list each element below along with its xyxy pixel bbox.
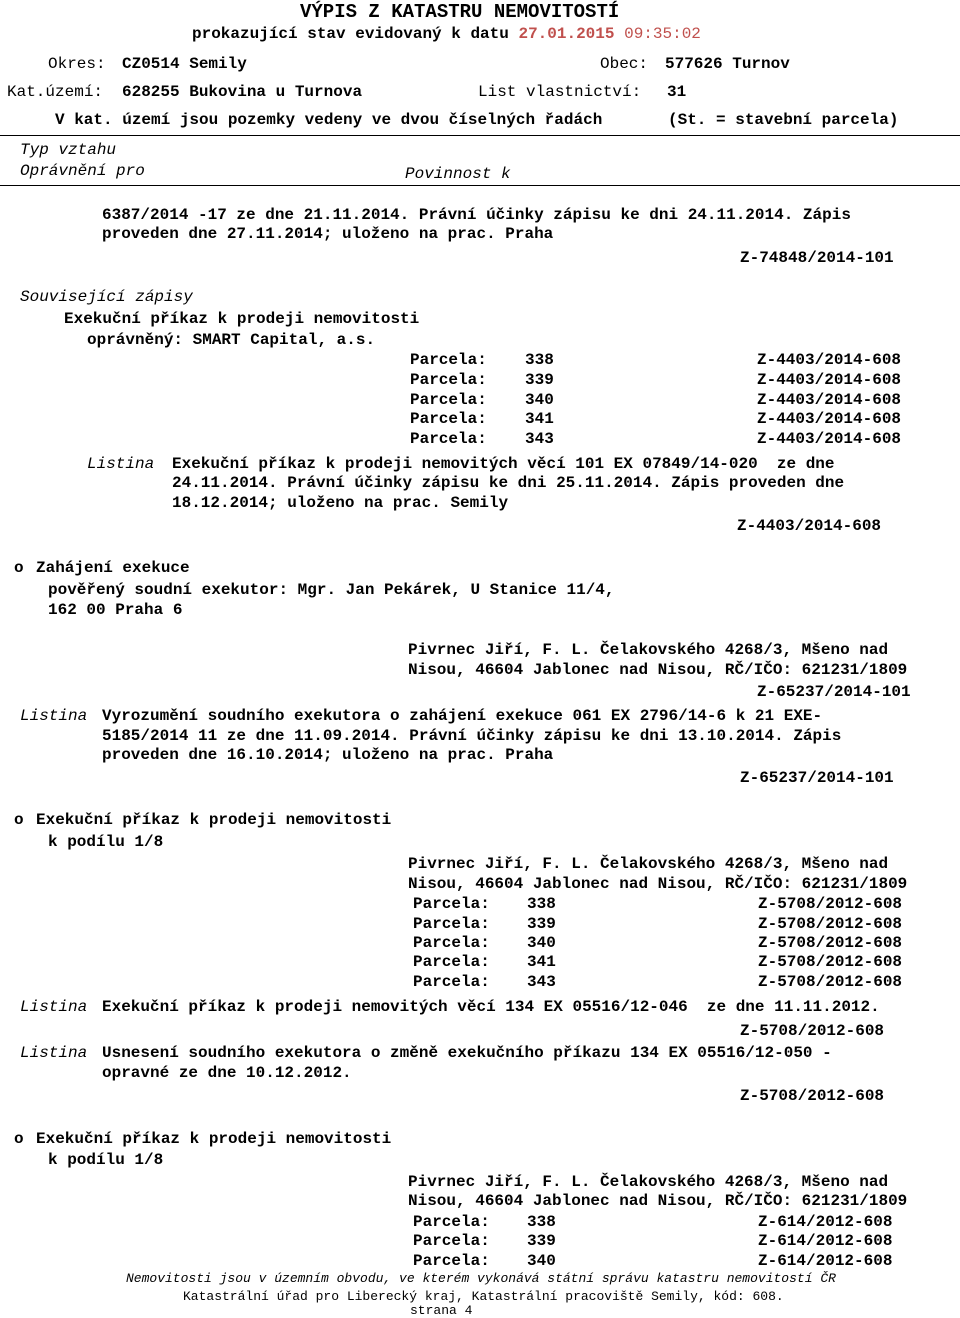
- listina-label: Listina: [20, 998, 88, 1016]
- listina-text: Exekuční příkaz k prodeji nemovitých věcí 134 EX 05516/12-046 ze dne 11.11.2012.: [102, 998, 880, 1016]
- parcel-number: 343: [527, 973, 556, 991]
- column-header-divider: [0, 185, 960, 186]
- stavebni-parcela-note: (St. = stavební parcela): [668, 111, 899, 129]
- record-title: Exekuční příkaz k prodeji nemovitosti: [36, 811, 392, 829]
- parcel-reference: Z-4403/2014-608: [757, 351, 902, 369]
- obligated-party: Nisou, 46604 Jablonec nad Nisou, RČ/IČO: 621231/1809: [408, 875, 908, 893]
- parcel-label: Parcela:: [413, 915, 490, 933]
- parcel-label: Parcela:: [410, 371, 487, 389]
- record-share: k podílu 1/8: [48, 833, 164, 851]
- related-entry-title: Exekuční příkaz k prodeji nemovitosti: [64, 310, 420, 328]
- record-title: Zahájení exekuce: [36, 559, 190, 577]
- related-entries-heading: Související zápisy: [20, 288, 193, 306]
- listina-text: 5185/2014 11 ze dne 11.09.2014. Právní účinky zápisu ke dni 13.10.2014. Zápis: [102, 727, 842, 745]
- parcel-number: 339: [527, 915, 556, 933]
- parcel-number: 341: [527, 953, 556, 971]
- parcel-row: [410, 390, 487, 410]
- parcel-reference: Z-5708/2012-608: [758, 915, 903, 933]
- parcel-reference: Z-614/2012-608: [758, 1213, 893, 1231]
- listina-text: opravné ze dne 10.12.2012.: [102, 1064, 352, 1082]
- parcel-reference: Z-4403/2014-608: [757, 430, 902, 448]
- listina-label: Listina: [87, 455, 155, 473]
- parcel-label: Parcela:: [410, 410, 487, 428]
- katuzemi-label: Kat.území:: [7, 83, 104, 101]
- bullet-icon: o: [14, 1130, 24, 1148]
- listina-text: proveden dne 16.10.2014; uloženo na prac. Praha: [102, 746, 554, 764]
- parcel-row: [410, 350, 487, 370]
- parcel-label: Parcela:: [410, 351, 487, 369]
- bullet-icon: o: [14, 811, 24, 829]
- parcel-number: 340: [527, 934, 556, 952]
- parcel-reference: Z-5708/2012-608: [758, 953, 903, 971]
- parcel-reference: Z-5708/2012-608: [758, 973, 903, 991]
- parcel-row: [410, 370, 487, 390]
- katuzemi-value: 628255 Bukovina u Turnova: [122, 83, 363, 101]
- lv-value: 31: [667, 83, 687, 101]
- parcel-row: [410, 409, 487, 429]
- parcel-reference: Z-5708/2012-608: [758, 895, 903, 913]
- parcel-label: Parcela:: [413, 1232, 490, 1250]
- parcel-label: Parcela:: [410, 391, 487, 409]
- footer-notice: Nemovitosti jsou v územním obvodu, ve kterém vykonává státní správu katastru nemovitostí ČR: [126, 1271, 836, 1286]
- listina-text: Exekuční příkaz k prodeji nemovitých věcí 101 EX 07849/14-020 ze dne: [172, 455, 835, 473]
- column-typ-vztahu: Typ vztahu: [20, 141, 117, 159]
- listina-reference: Z-5708/2012-608: [740, 1022, 885, 1040]
- parcel-number: 341: [525, 410, 554, 428]
- column-povinnost-k: Povinnost k: [405, 165, 511, 183]
- parcel-label: Parcela:: [413, 953, 490, 971]
- subtitle-time: 09:35:02: [624, 25, 701, 43]
- lv-label: List vlastnictví:: [478, 83, 642, 101]
- parcel-reference: Z-5708/2012-608: [758, 934, 903, 952]
- parcel-label: Parcela:: [410, 430, 487, 448]
- entry-text: 6387/2014 -17 ze dne 21.11.2014. Právní účinky zápisu ke dni 24.11.2014. Zápis: [102, 206, 851, 224]
- listina-label: Listina: [20, 1044, 88, 1062]
- obligated-party: Nisou, 46604 Jablonec nad Nisou, RČ/IČO: 621231/1809: [408, 661, 908, 679]
- page-number: strana 4: [410, 1303, 473, 1318]
- parcel-label: Parcela:: [413, 973, 490, 991]
- listina-text: 24.11.2014. Právní účinky zápisu ke dni 25.11.2014. Zápis proveden dne: [172, 474, 845, 492]
- entry-reference: Z-74848/2014-101: [740, 249, 894, 267]
- header-divider: [0, 135, 960, 136]
- party-reference: Z-65237/2014-101: [757, 683, 911, 701]
- bullet-icon: o: [14, 559, 24, 577]
- okres-value: CZ0514 Semily: [122, 55, 247, 73]
- listina-text: Vyrozumění soudního exekutora o zahájení exekuce 061 EX 2796/14-6 k 21 EXE-: [102, 707, 823, 725]
- parcel-reference: Z-4403/2014-608: [757, 391, 902, 409]
- parcel-number: 339: [527, 1232, 556, 1250]
- parcel-number: 343: [525, 430, 554, 448]
- record-title: Exekuční příkaz k prodeji nemovitosti: [36, 1130, 392, 1148]
- parcel-number: 338: [525, 351, 554, 369]
- record-detail: 162 00 Praha 6: [48, 601, 183, 619]
- parcel-label: Parcela:: [413, 934, 490, 952]
- column-opravneni-pro: Oprávnění pro: [20, 162, 145, 180]
- parcel-series-note: V kat. území jsou pozemky vedeny ve dvou číselných řadách: [55, 111, 603, 129]
- parcel-label: Parcela:: [413, 1213, 490, 1231]
- record-detail: pověřený soudní exekutor: Mgr. Jan Pekárek, U Stanice 11/4,: [48, 581, 615, 599]
- parcel-number: 338: [527, 895, 556, 913]
- obec-label: Obec:: [600, 55, 649, 73]
- document-title: VÝPIS Z KATASTRU NEMOVITOSTÍ: [300, 1, 620, 23]
- document-subtitle: [192, 24, 701, 44]
- parcel-reference: Z-614/2012-608: [758, 1232, 893, 1250]
- listina-reference: Z-4403/2014-608: [737, 517, 882, 535]
- listina-text: 18.12.2014; uloženo na prac. Semily: [172, 494, 509, 512]
- record-share: k podílu 1/8: [48, 1151, 164, 1169]
- entry-text: proveden dne 27.11.2014; uloženo na prac. Praha: [102, 225, 554, 243]
- obligated-party: Pivrnec Jiří, F. L. Čelakovského 4268/3, Mšeno nad: [408, 641, 889, 659]
- subtitle-date: 27.01.2015: [518, 25, 615, 43]
- listina-text: Usnesení soudního exekutora o změně exekučního příkazu 134 EX 05516/12-050 -: [102, 1044, 832, 1062]
- obligated-party: Pivrnec Jiří, F. L. Čelakovského 4268/3, Mšeno nad: [408, 1173, 889, 1191]
- obligated-party: Nisou, 46604 Jablonec nad Nisou, RČ/IČO: 621231/1809: [408, 1192, 908, 1210]
- okres-label: Okres:: [48, 55, 106, 73]
- parcel-reference: Z-4403/2014-608: [757, 410, 902, 428]
- parcel-number: 339: [525, 371, 554, 389]
- parcel-reference: Z-614/2012-608: [758, 1252, 893, 1270]
- obligated-party: Pivrnec Jiří, F. L. Čelakovského 4268/3, Mšeno nad: [408, 855, 889, 873]
- parcel-reference: Z-4403/2014-608: [757, 371, 902, 389]
- listina-reference: Z-65237/2014-101: [740, 769, 894, 787]
- listina-reference: Z-5708/2012-608: [740, 1087, 885, 1105]
- obec-value: 577626 Turnov: [665, 55, 790, 73]
- parcel-label: Parcela:: [413, 1252, 490, 1270]
- subtitle-text: prokazující stav evidovaný k datu: [192, 25, 509, 43]
- parcel-number: 338: [527, 1213, 556, 1231]
- parcel-number: 340: [527, 1252, 556, 1270]
- parcel-row: [410, 429, 487, 449]
- listina-label: Listina: [20, 707, 88, 725]
- parcel-label: Parcela:: [413, 895, 490, 913]
- parcel-number: 340: [525, 391, 554, 409]
- related-entitled-party: oprávněný: SMART Capital, a.s.: [87, 331, 376, 349]
- footer-office: Katastrální úřad pro Liberecký kraj, Katastrální pracoviště Semily, kód: 608.: [183, 1289, 784, 1304]
